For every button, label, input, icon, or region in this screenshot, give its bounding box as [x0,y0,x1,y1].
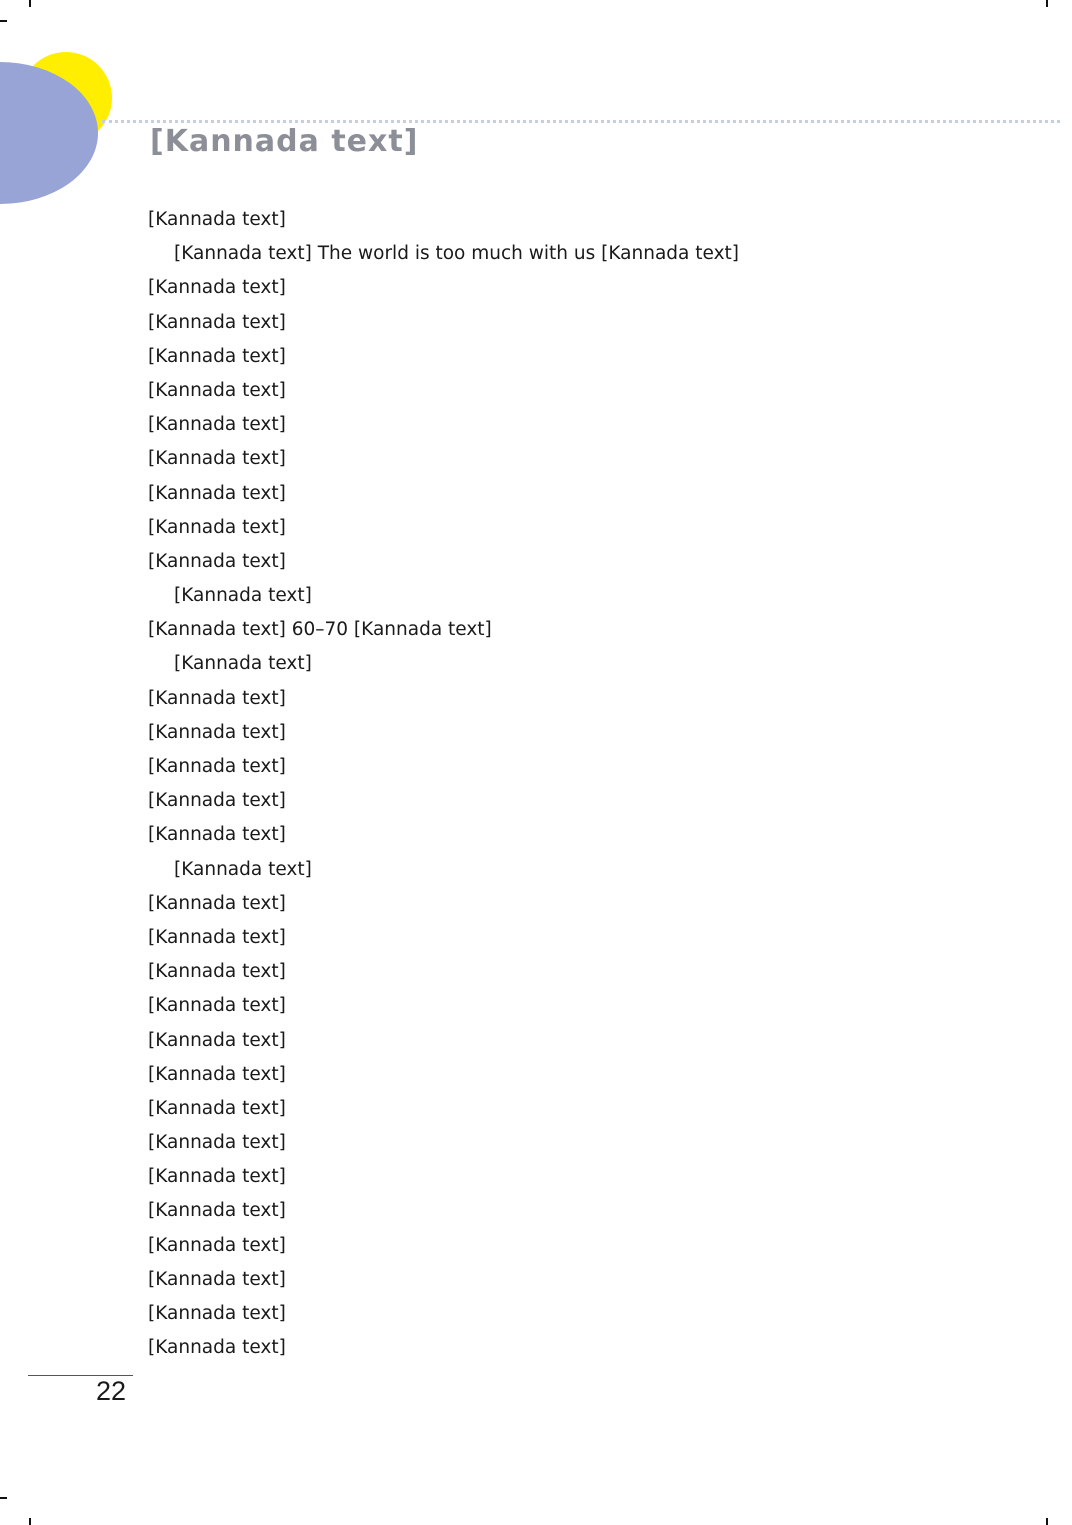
body-line: [Kannada text] [148,1063,286,1085]
crop-mark-top-right [1046,0,1048,7]
body-line: [Kannada text] [148,414,286,436]
body-line: [Kannada text] [148,892,286,914]
crop-mark-bottom-center [29,1518,31,1525]
body-line: [Kannada text] [148,516,286,538]
article-body [148,203,948,1365]
body-line: [Kannada text] [148,379,286,401]
body-line: [Kannada text] [174,585,312,607]
body-line: [Kannada text] [148,926,286,948]
header-dotted-rule [102,120,1060,123]
crop-mark-bottom-right [1046,1518,1048,1525]
body-line: [Kannada text] [148,550,286,572]
page-number: 22 [96,1376,127,1406]
body-line: [Kannada text] [148,1303,286,1324]
body-line: [Kannada text] [148,345,286,367]
body-line: [Kannada text] [148,1337,286,1359]
body-line: [Kannada text] [148,995,286,1017]
body-line: [Kannada text] [174,858,312,880]
body-line: [Kannada text] The world is too much with us [Kannada text] [174,243,739,265]
body-line: [Kannada text] [148,1200,286,1222]
body-line: [Kannada text] [174,653,312,675]
crop-mark-top-center [29,0,31,7]
body-line: [Kannada text] [148,209,286,230]
body-line: [Kannada text] [148,1132,286,1154]
body-line: [Kannada text] [148,687,286,709]
body-line: [Kannada text] [148,448,286,470]
body-line: [Kannada text] [148,721,286,743]
body-line: [Kannada text] [148,482,286,504]
body-line: [Kannada text] [148,756,286,777]
body-line: [Kannada text] [148,311,286,333]
crop-mark-top-left [0,20,7,22]
body-line: [Kannada text] [148,1029,286,1051]
body-line: [Kannada text] [148,1097,286,1119]
body-line: [Kannada text] [148,790,286,812]
body-line: [Kannada text] 60–70 [Kannada text] [148,619,492,641]
body-line: [Kannada text] [148,1268,286,1290]
body-line: [Kannada text] [148,824,286,846]
body-line: [Kannada text] [148,1234,286,1256]
body-line: [Kannada text] [148,1166,286,1188]
body-line: [Kannada text] [148,961,286,983]
section-title: [Kannada text] [150,124,419,159]
crop-mark-bottom-left [0,1497,7,1499]
body-line: [Kannada text] [148,277,286,299]
